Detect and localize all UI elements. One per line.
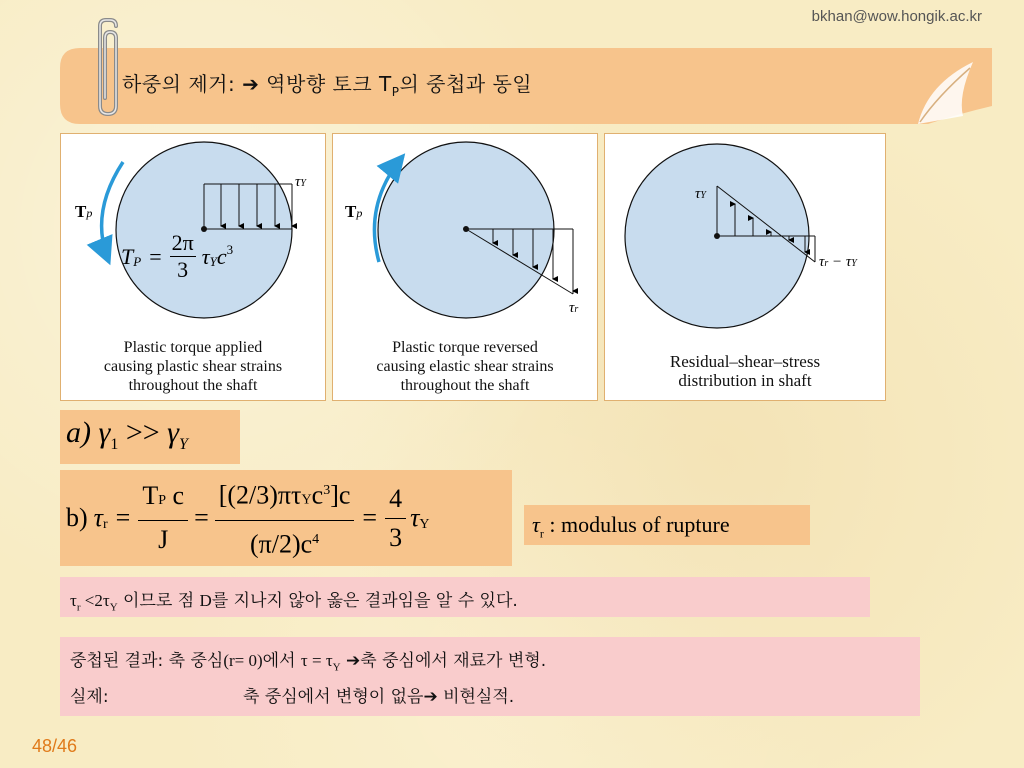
figure-caption: Plastic torque reversed causing elastic shear strains throughout the shaft: [376, 339, 554, 394]
note-2-line-1: 중첩된 결과: 축 중심(r= 0)에서 $\tau = \tau_Y$ ➔축 중심에서 재료가 변형.: [70, 651, 547, 674]
page-title: 하중의 제거: ➔ 역방향 토크 $T_P$의 중첩과 동일: [122, 72, 533, 99]
figure-plastic-torque-applied: [60, 133, 326, 401]
figure-plastic-torque-reversed: [332, 133, 598, 401]
modulus-note: $\tau_r$ : modulus of rupture: [532, 512, 730, 541]
equation-a: a) $\gamma_1 >> \gamma_Y$: [66, 416, 188, 453]
note-2-line-2-body: 축 중심에서 변형이 없음➔ 비현실적.: [243, 687, 515, 707]
torque-label: Tp: [345, 202, 363, 221]
note-1: $\tau_r <2\tau_Y$ 이므로 점 D를 지나지 않아 옳은 결과임을 알 수 있다.: [70, 591, 518, 614]
rupture-stress-label: τr: [569, 300, 579, 316]
yield-stress-label: τY: [695, 186, 706, 202]
residual-stress-label: τr − τY: [819, 254, 857, 270]
figure-caption: Plastic torque applied causing plastic shear strains throughout the shaft: [103, 339, 283, 394]
figure-caption: Residual–shear–stress distribution in shaft: [669, 352, 821, 390]
equation-b: b) τ r = $\frac{\text{TP c}}{J}$ = [(2/3)πτYc$^3$]c $(\pi/2)c^4$ = $\frac{4}{3}$ τ Y: [66, 474, 430, 562]
note-2-line-2: 실제:: [70, 687, 109, 707]
figure-residual-shear-stress: [604, 133, 886, 401]
yield-stress-label: τY: [295, 174, 306, 190]
page-number: 48/46: [32, 736, 78, 756]
author-email: bkhan@wow.hongik.ac.kr: [811, 8, 982, 25]
torque-label: Tp: [75, 202, 93, 221]
plastic-torque-formula: T P = $\frac{2\pi}{3}$ τ Y c 3: [121, 230, 234, 282]
